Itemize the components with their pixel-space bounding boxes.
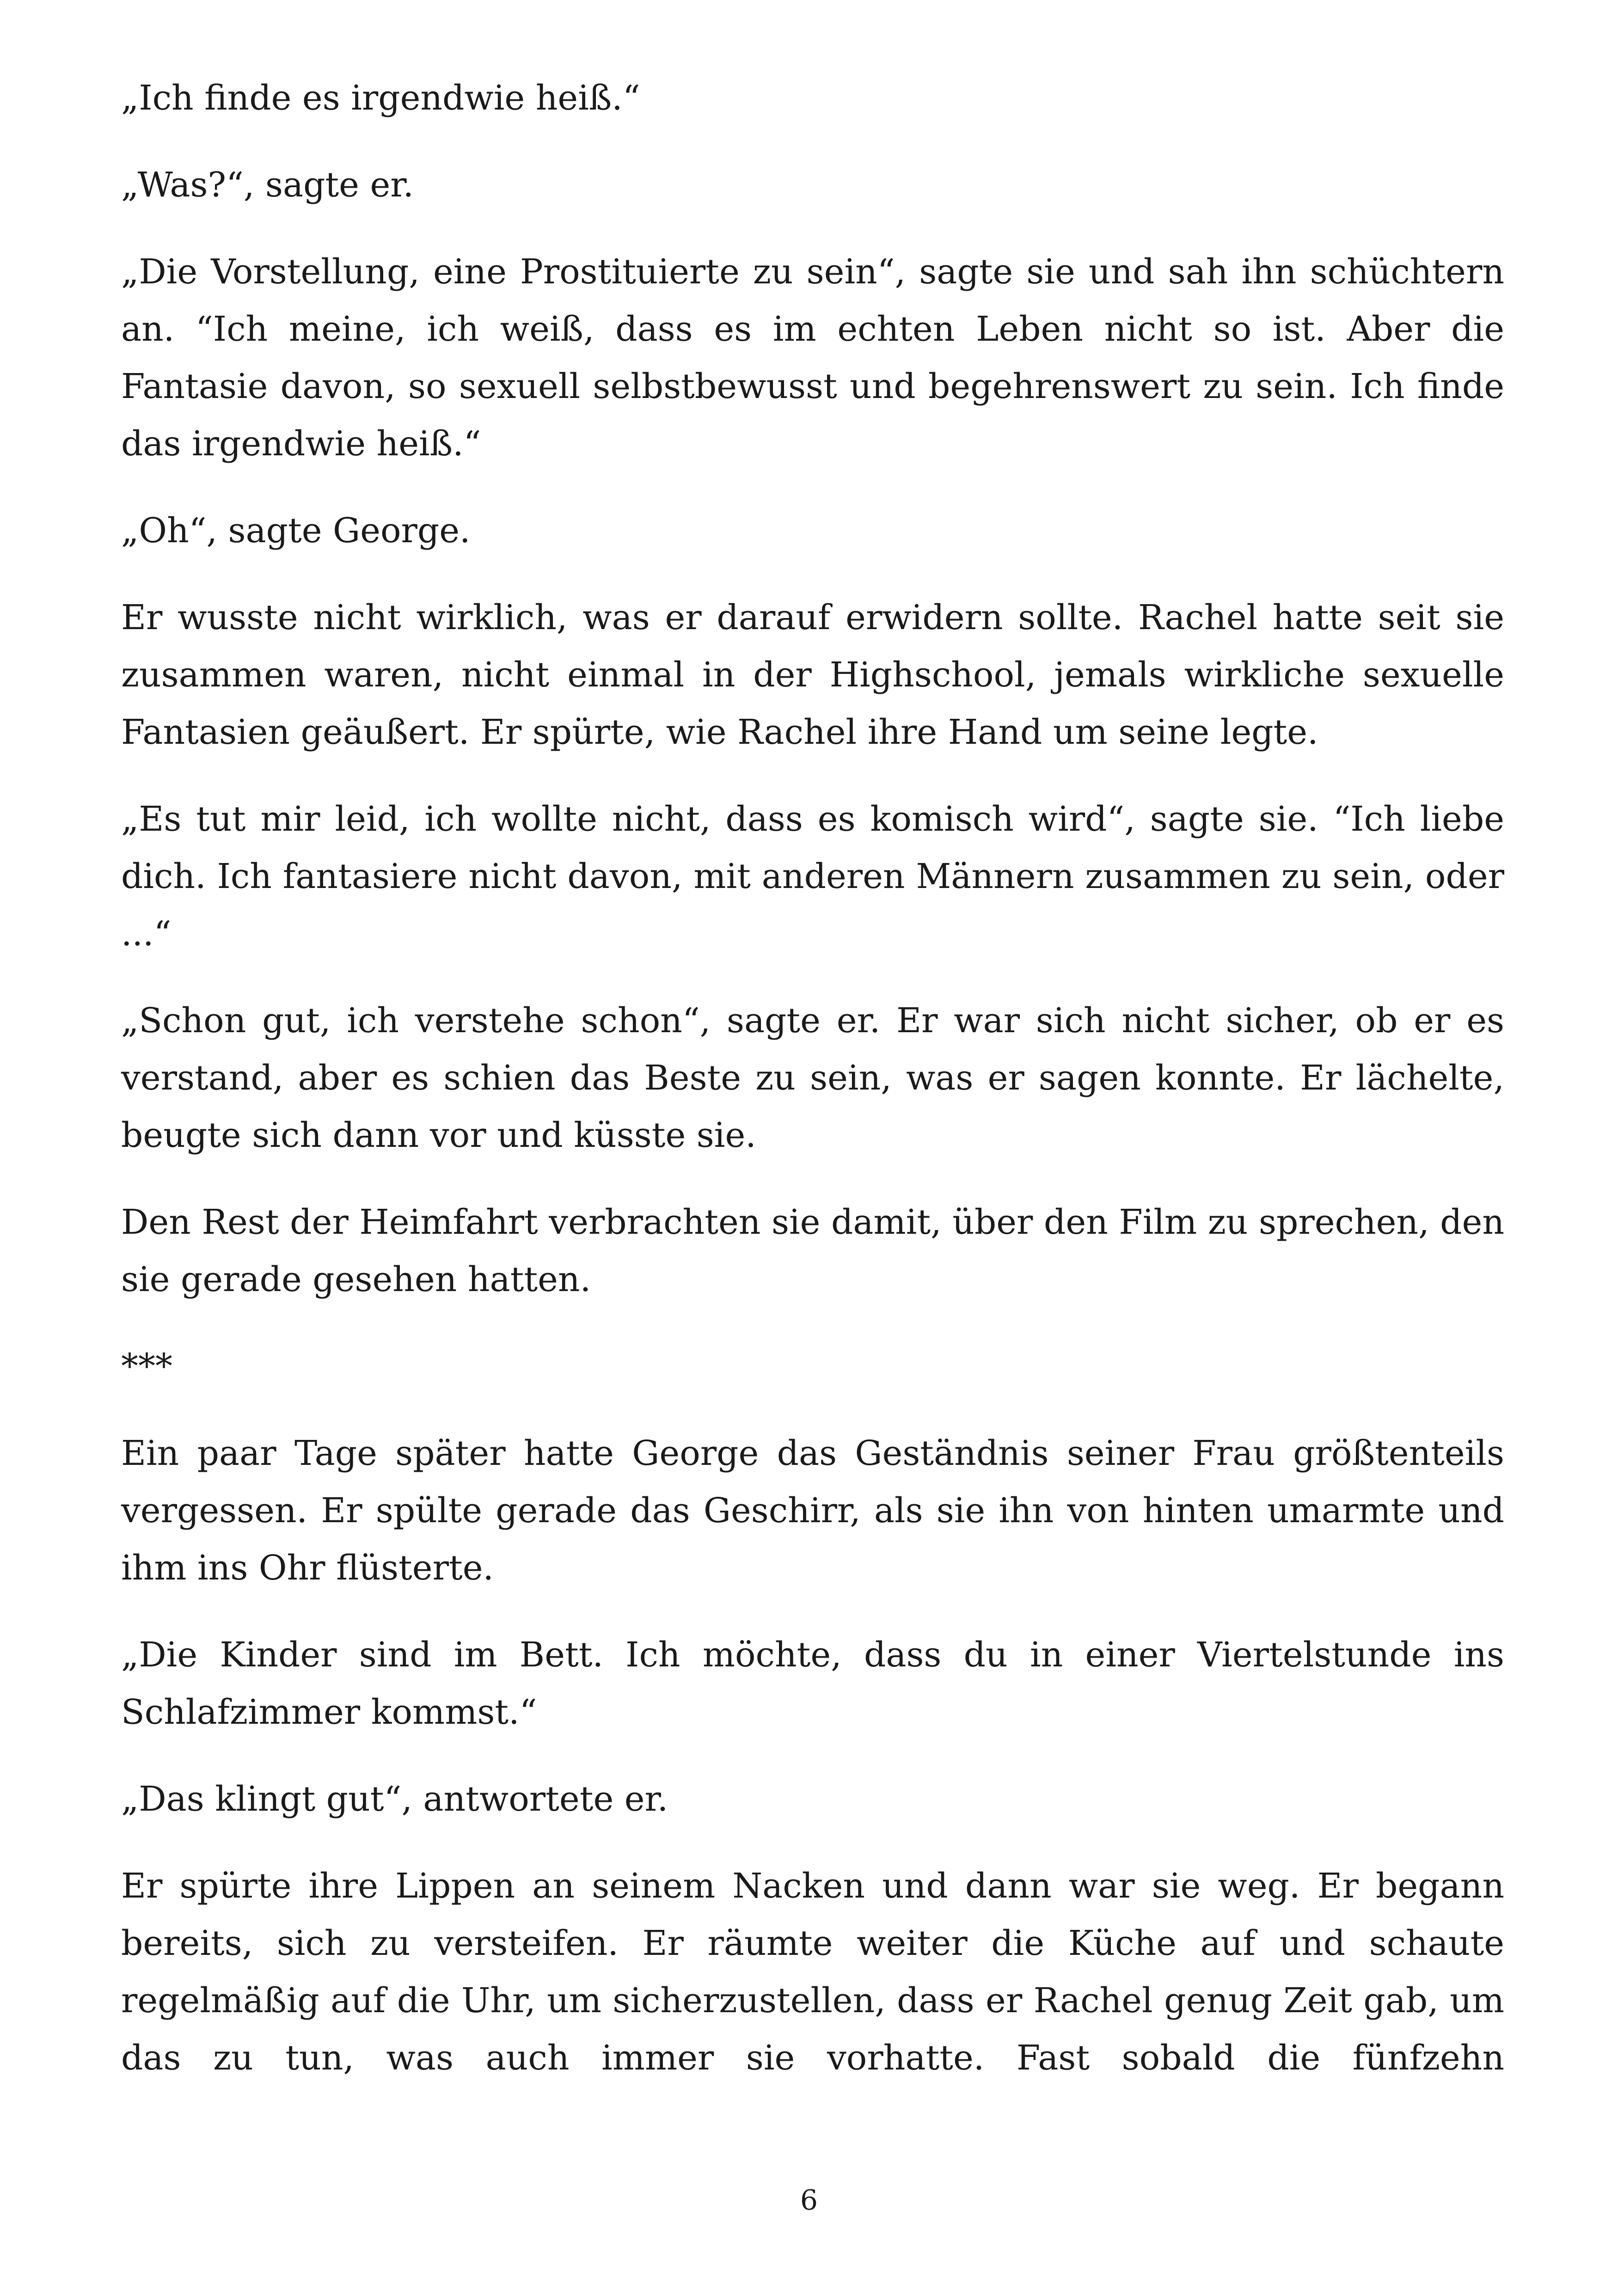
- paragraph: „Schon gut, ich verstehe schon“, sagte er. Er war sich nicht sicher, ob er es verstand, aber es schien das Beste zu sein, was er sagen konnte. Er lächelte, beugte sich dann vor und küsste sie.: [121, 1001, 1504, 1155]
- paragraph: „Oh“, sagte George.: [121, 511, 471, 551]
- paragraph: Ein paar Tage später hatte George das Geständnis seiner Frau größtenteils vergessen. Er spülte gerade das Geschirr, als sie ihn von hinten umarmte und ihm ins Ohr flüsterte.: [121, 1433, 1504, 1588]
- paragraph: „Die Vorstellung, eine Prostituierte zu sein“, sagte sie und sah ihn schüchtern an. “Ich meine, ich weiß, dass es im echten Leben nicht so ist. Aber die Fantasie davon, so sexuell selbstbewusst und begehrenswert zu sein. Ich finde das irgendwie heiß.“: [121, 252, 1504, 464]
- paragraph: „Das klingt gut“, antwortete er.: [121, 1779, 668, 1819]
- paragraph: Er wusste nicht wirklich, was er darauf erwidern sollte. Rachel hatte seit sie zusammen waren, nicht einmal in der Highschool, jemals wirkliche sexuelle Fantasien geäußert. Er spürte, wie Rachel ihre Hand um seine legte.: [121, 598, 1504, 752]
- page-number: 6: [800, 2184, 818, 2216]
- body-text: [121, 69, 1504, 2116]
- paragraph: „Es tut mir leid, ich wollte nicht, dass es komisch wird“, sagte sie. “Ich liebe dich. Ich fantasiere nicht davon, mit anderen Männern zusammen zu sein, oder ...“: [121, 799, 1504, 954]
- paragraph: „Ich finde es irgendwie heiß.“: [121, 78, 640, 118]
- paragraph: „Die Kinder sind im Bett. Ich möchte, dass du in einer Viertelstunde ins Schlafzimmer kommst.“: [121, 1635, 1504, 1732]
- paragraph: „Was?“, sagte er.: [121, 165, 414, 205]
- paragraph-continued: Er spürte ihre Lippen an seinem Nacken und dann war sie weg. Er begann bereits, sich zu versteifen. Er räumte weiter die Küche auf und schaute regelmäßig auf die Uhr, um sicherzustellen, dass er Rachel genug Zeit gab, um das zu tun, was auch immer sie vorhatte. Fast sobald die fünfzehn: [121, 1866, 1504, 2078]
- paragraph: Den Rest der Heimfahrt verbrachten sie damit, über den Film zu sprechen, den sie gerade gesehen hatten.: [121, 1202, 1504, 1299]
- scene-break: ***: [121, 1347, 172, 1386]
